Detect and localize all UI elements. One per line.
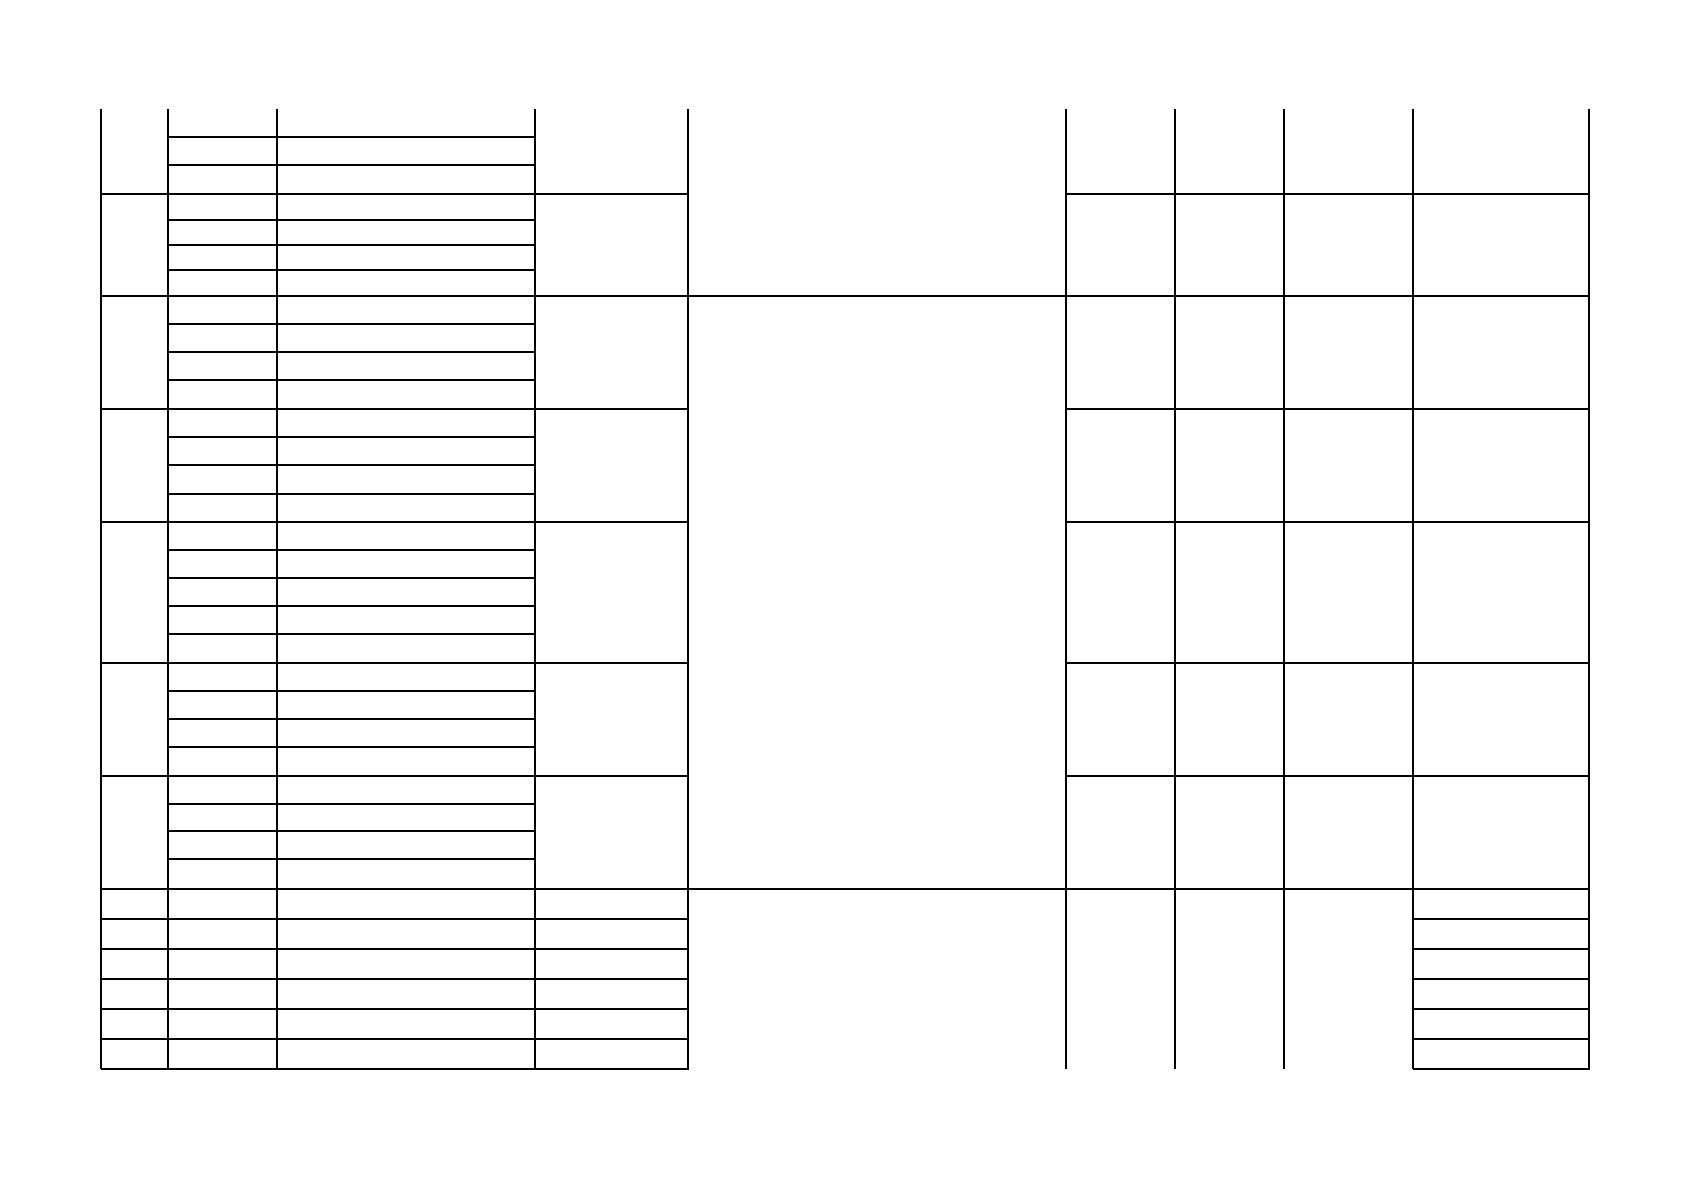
member-name (168, 494, 277, 522)
member-class (277, 109, 535, 137)
competition-level (1175, 409, 1284, 522)
row-number (101, 979, 168, 1009)
award-level (535, 1039, 688, 1069)
advisors (1413, 1009, 1589, 1039)
member-class (277, 1009, 535, 1039)
member-class (277, 165, 535, 194)
competition-level (1175, 776, 1284, 889)
member-name (168, 719, 277, 747)
member-class (277, 949, 535, 979)
member-class (277, 606, 535, 634)
member-class (277, 296, 535, 324)
row-border (101, 1068, 689, 1070)
column-line (687, 109, 689, 1069)
member-name (168, 979, 277, 1009)
member-class (277, 634, 535, 663)
member-name (168, 831, 277, 859)
advisors (1413, 409, 1589, 522)
member-name (168, 194, 277, 220)
member-class (277, 831, 535, 859)
row-number (101, 296, 168, 409)
row-border (1413, 1068, 1590, 1070)
member-name (168, 949, 277, 979)
event-name (688, 296, 1066, 889)
member-name (168, 550, 277, 578)
advisors (1413, 663, 1589, 776)
award-level (535, 979, 688, 1009)
row-number (101, 949, 168, 979)
column-line (1283, 109, 1285, 1069)
member-class (277, 979, 535, 1009)
column-line (167, 109, 169, 1069)
entry-type (1284, 522, 1413, 663)
row-border (688, 888, 1067, 890)
category-grade (1066, 194, 1175, 296)
member-name (168, 919, 277, 949)
member-name (168, 296, 277, 324)
category-grade (1066, 663, 1175, 776)
entry-type (1284, 194, 1413, 296)
advisors (1413, 296, 1589, 409)
advisors (1413, 776, 1589, 889)
advisors (1413, 979, 1589, 1009)
member-class (277, 691, 535, 719)
member-class (277, 859, 535, 889)
member-class (277, 270, 535, 296)
member-name (168, 245, 277, 270)
member-name (168, 137, 277, 165)
member-name (168, 859, 277, 889)
member-name (168, 109, 277, 137)
row-number (101, 1039, 168, 1069)
award-level (535, 194, 688, 296)
column-line (1174, 109, 1176, 1069)
member-name (168, 634, 277, 663)
row-number (101, 194, 168, 296)
award-level (535, 1009, 688, 1039)
award-level (535, 296, 688, 409)
member-name (168, 1009, 277, 1039)
column-line (534, 109, 536, 1069)
advisors (1413, 522, 1589, 663)
competition-level (1175, 109, 1284, 194)
member-name (168, 409, 277, 437)
member-name (168, 691, 277, 719)
row-number (101, 919, 168, 949)
entry-type (1284, 409, 1413, 522)
member-name (168, 1039, 277, 1069)
row-number (101, 109, 168, 194)
column-line (276, 109, 278, 1069)
member-name (168, 465, 277, 494)
competition-level (1175, 194, 1284, 296)
advisors (1413, 194, 1589, 296)
advisors (1413, 1039, 1589, 1069)
category-grade (1066, 409, 1175, 522)
member-class (277, 352, 535, 380)
entry-type (1284, 109, 1413, 194)
member-class (277, 550, 535, 578)
entry-type (1284, 776, 1413, 889)
member-name (168, 437, 277, 465)
row-number (101, 663, 168, 776)
row-number (101, 409, 168, 522)
column-line (1065, 109, 1067, 1069)
member-name (168, 606, 277, 634)
member-class (277, 747, 535, 776)
competition-level (1175, 663, 1284, 776)
award-level (535, 919, 688, 949)
row-number (101, 776, 168, 889)
member-class (277, 663, 535, 691)
member-class (277, 465, 535, 494)
member-name (168, 889, 277, 919)
member-class (277, 776, 535, 804)
entry-type (1284, 296, 1413, 409)
member-class (277, 919, 535, 949)
award-level (535, 949, 688, 979)
advisors (1413, 949, 1589, 979)
member-name (168, 522, 277, 550)
category-grade (1066, 296, 1175, 409)
column-line (100, 109, 102, 1069)
member-class (277, 804, 535, 831)
member-name (168, 220, 277, 245)
award-level (535, 109, 688, 194)
advisors (1413, 109, 1589, 194)
row-border (688, 295, 1067, 297)
member-name (168, 663, 277, 691)
member-class (277, 137, 535, 165)
award-level (535, 776, 688, 889)
award-level (535, 889, 688, 919)
column-line (1412, 109, 1414, 1069)
member-name (168, 747, 277, 776)
advisors (1413, 889, 1589, 919)
member-name (168, 380, 277, 409)
category-grade (1066, 522, 1175, 663)
row-number (101, 1009, 168, 1039)
row-number (101, 522, 168, 663)
member-name (168, 578, 277, 606)
award-level (535, 663, 688, 776)
member-class (277, 889, 535, 919)
member-name (168, 270, 277, 296)
column-line (1588, 109, 1590, 1069)
member-class (277, 494, 535, 522)
row-number (101, 889, 168, 919)
entry-type (1284, 663, 1413, 776)
member-name (168, 165, 277, 194)
award-level (535, 522, 688, 663)
member-name (168, 776, 277, 804)
competition-level (1175, 296, 1284, 409)
member-class (277, 245, 535, 270)
member-class (277, 1039, 535, 1069)
advisors (1413, 919, 1589, 949)
member-class (277, 380, 535, 409)
award-level (535, 409, 688, 522)
category-grade (1066, 109, 1175, 194)
member-class (277, 719, 535, 747)
member-class (277, 220, 535, 245)
category-grade (1066, 776, 1175, 889)
member-class (277, 578, 535, 606)
member-class (277, 324, 535, 352)
member-class (277, 409, 535, 437)
member-name (168, 352, 277, 380)
member-name (168, 324, 277, 352)
member-class (277, 437, 535, 465)
member-name (168, 804, 277, 831)
member-class (277, 194, 535, 220)
competition-level (1175, 522, 1284, 663)
member-class (277, 522, 535, 550)
